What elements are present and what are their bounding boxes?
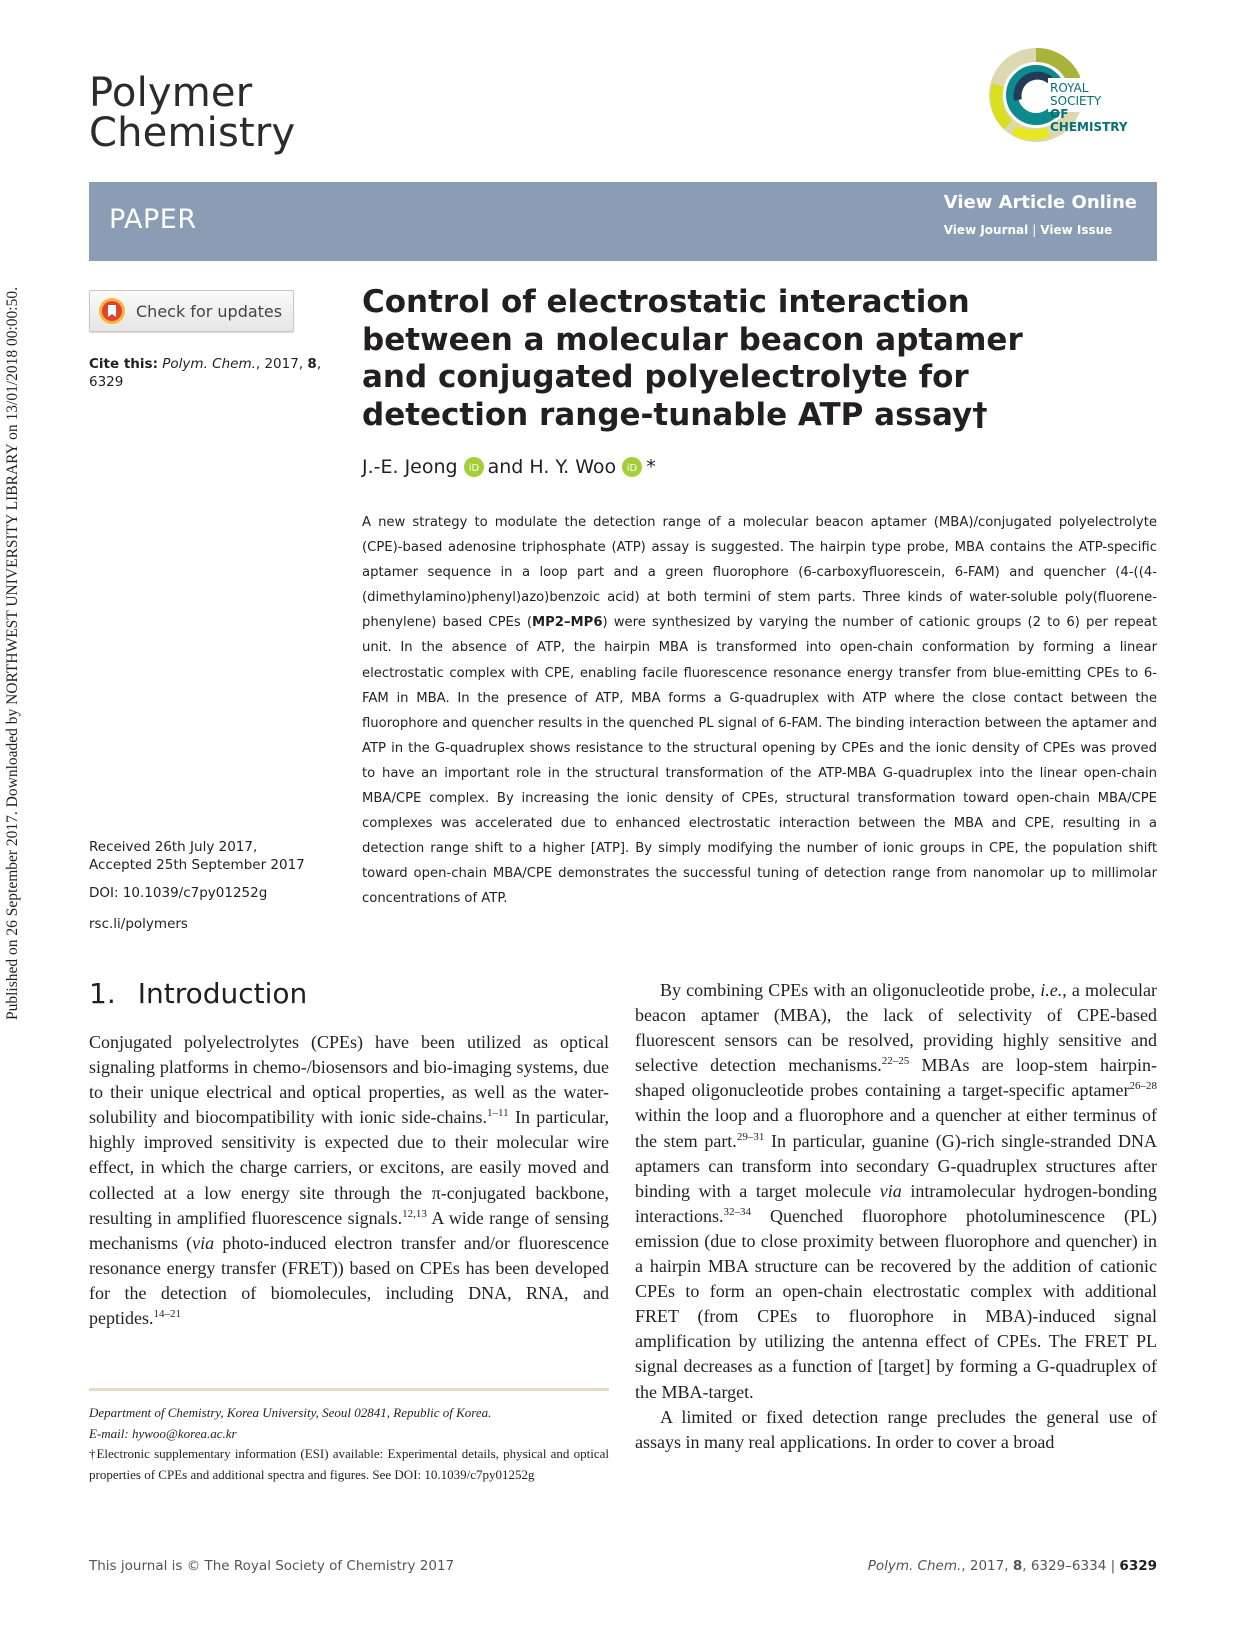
citation-info — [89, 355, 329, 391]
citation-ref[interactable]: 29–31 — [736, 1130, 765, 1143]
text: intramolecular hydrogen-bonding interactions. — [635, 1180, 1157, 1226]
footer-year: , 2017, — [961, 1558, 1013, 1574]
text: i.e. — [1040, 980, 1063, 1000]
affiliation-note: Department of Chemistry, Korea University, Seoul 02841, Republic of Korea. — [89, 1405, 492, 1420]
intro-paragraph-left — [89, 1030, 609, 1331]
text: within the loop and a fluorophore and a quencher at either terminus of the stem part. — [635, 1105, 1157, 1151]
cite-year: , 2017, — [255, 356, 304, 372]
footer-volume: 8 — [1012, 1558, 1023, 1574]
citation-ref[interactable]: 22–25 — [881, 1055, 910, 1068]
intro-column-right — [635, 978, 1157, 1455]
check-updates-label: Check for updates — [136, 301, 283, 321]
rsc-logo-text-line2: OF CHEMISTRY — [1050, 107, 1128, 134]
text: photo-induced electron transfer and/or fluorescence resonance energy transfer (FRET)) based on CPEs has been developed for the detection of biomolecules, including DNA, RNA, and peptides. — [89, 1232, 609, 1329]
text: In particular, highly improved sensitivity is expected due to their molecular wire effect, in which the charge carriers, or excitons, are easily moved and collected at a low energy site through the π-conjugated backbone, resulting in amplified fluorescence signals. — [89, 1107, 610, 1228]
text: Quenched fluorophore photoluminescence (PL) emission (due to close proximity between fluorophore and quencher) in a hairpin MBA structure can be recovered by the addition of cationic CPEs to form an open-chain electrostatic complex with additional FRET (from CPEs to fluorophore in MBA)-induced signal amplification by utilizing the antenna effect of CPEs. The FRET PL signal decreases as a function of [target] by forming a G-quadruplex of the MBA-target. — [635, 1205, 1157, 1402]
article-dates — [89, 838, 329, 874]
orcid-icon[interactable] — [464, 457, 484, 477]
corresponding-author-mark: * — [646, 456, 656, 478]
footer-separator: | — [1106, 1558, 1120, 1574]
email-note: E-mail: hywoo@korea.ac.kr — [89, 1425, 237, 1441]
orcid-icon[interactable] — [622, 457, 642, 477]
cite-pages: , 6329 — [89, 356, 322, 390]
section-title: Introduction — [137, 977, 308, 1010]
footnote-divider — [89, 1388, 609, 1391]
check-updates-icon — [98, 297, 126, 325]
svg-text:iD: iD — [468, 463, 479, 474]
text: via — [192, 1232, 215, 1253]
text: MBAs are loop-stem hairpin-shaped oligonucleotide probes containing a target-specific aptamer — [635, 1055, 1157, 1101]
article-title: Control of electrostatic interaction between a molecular beacon aptamer and conjugated polyelectrolyte for detection range-tunable ATP assay† — [362, 284, 1023, 433]
publication-stamp: Published on 26 September 2017. Downloaded by NORTHWEST UNIVERSITY LIBRARY on 13/01/2018 00:00:50. — [4, 287, 21, 1020]
banner-links — [944, 192, 1137, 238]
abstract — [362, 510, 1157, 912]
check-for-updates-button[interactable] — [89, 290, 294, 332]
rsc-logo — [988, 40, 1128, 150]
abstract-text-1: A new strategy to modulate the detection range of a molecular beacon aptamer (MBA)/conjugated polyelectrolyte (CPE)-based adenosine triphosphate (ATP) assay is suggested. The hairpin type probe, MBA contains the ATP-specific aptamer sequence in a loop part and a green fluorophore (6-carboxyfluorescein, 6-FAM) and quencher (4-((4-(dimethylamino)phenyl)azo)benzoic acid) at both termini of stem parts. Three kinds of water-soluble poly(fluorene-phenylene) based CPEs ( — [362, 515, 1157, 631]
intro-paragraph-right-2: A limited or fixed detection range precludes the general use of assays in many real applications. In order to cover a broad — [635, 1406, 1157, 1452]
text: Conjugated polyelectrolytes (CPEs) have been utilized as optical signaling platforms in chemo-/biosensors and bio-imaging systems, due to their unique electrical and optical properties, as well as the water-solubility and biocompatibility with ionic side-chains. — [89, 1032, 609, 1128]
cite-journal: Polym. Chem. — [162, 356, 256, 372]
esi-note: †Electronic supplementary information (ESI) available: Experimental details, physical and optical properties of CPEs and additional spectra and figures. See DOI: 10.1039/c7py01252g — [89, 1446, 609, 1482]
footer-copyright: This journal is © The Royal Society of Chemistry 2017 — [89, 1558, 455, 1574]
view-issue-link[interactable]: View Issue — [1040, 223, 1113, 237]
article-type-label: PAPER — [109, 204, 197, 235]
rsc-logo-text-line1: ROYAL SOCIETY — [1050, 81, 1102, 108]
author-list — [362, 456, 656, 478]
citation-ref[interactable]: 14–21 — [153, 1308, 181, 1321]
article-type-banner — [89, 182, 1157, 261]
footer-journal: Polym. Chem. — [867, 1558, 962, 1574]
doi: DOI: 10.1039/c7py01252g — [89, 885, 268, 901]
text: , a molecular beacon aptamer (MBA), the lack of selectivity of CPE-based fluorescent sensors can be resolved, providing highly sensitive and selective detection mechanisms. — [635, 980, 1157, 1076]
text: via — [879, 1180, 902, 1201]
abstract-polymer-range: MP2–MP6 — [531, 615, 603, 631]
journal-title-line1: Polymer — [89, 70, 253, 116]
cite-volume: 8 — [307, 356, 317, 372]
cite-prefix: Cite this: — [89, 356, 158, 372]
intro-paragraph-right-1 — [635, 978, 1157, 1405]
citation-ref[interactable]: 26–28 — [1129, 1080, 1157, 1093]
section-heading-introduction — [89, 977, 307, 1010]
journal-title — [89, 70, 296, 156]
citation-ref[interactable]: 12,13 — [402, 1207, 427, 1220]
svg-text:iD: iD — [626, 463, 638, 474]
banner-separator: | — [1032, 223, 1037, 237]
view-article-online-link[interactable]: View Article Online — [943, 192, 1137, 213]
view-journal-link[interactable]: View Journal — [943, 223, 1029, 237]
abstract-text-2: ) were synthesized by varying the number of cationic groups (2 to 6) per repeat unit. In the absence of ATP, the hairpin MBA is transformed into open-chain conformation by forming a linear electrostatic complex with CPE, enabling facile fluorescence resonance energy transfer from blue-emitting CPEs to 6-FAM in MBA. In the presence of ATP, MBA forms a G-quadruplex with ATP where the close contact between the fluorophore and quencher results in the quenched PL signal of 6-FAM. The binding interaction between the aptamer and ATP in the G-quadruplex shows resistance to the structural opening by CPEs and the ionic density of CPEs was proved to have an important role in the structural transformation of the ATP-MBA G-quadruplex into the linear open-chain MBA/CPE complex. By increasing the ionic density of CPEs, structural transformation toward open-chain MBA/CPE complexes was accelerated due to enhanced electrostatic interaction between the MBA and CPE, resulting in a detection range shift to a higher [ATP]. By simply modifying the number of ionic groups in CPE, the population shift toward open-chain MBA/CPE demonstrates the successful tuning of detection range from nanomolar up to millimolar concentrations of ATP. — [362, 615, 1157, 907]
received-date: Received 26th July 2017, — [89, 839, 258, 855]
text: In particular, guanine (G)-rich single-stranded DNA aptamers can transform into secondary G-quadruplex structures after binding with a target molecule — [635, 1130, 1157, 1201]
text: A wide range of sensing mechanisms ( — [89, 1207, 610, 1253]
footnotes — [89, 1403, 609, 1485]
text: By combining CPEs with an oligonucleotide probe, — [660, 980, 1041, 1000]
citation-ref[interactable]: 1–11 — [487, 1107, 509, 1120]
journal-short-link[interactable]: rsc.li/polymers — [89, 916, 188, 932]
page-number: 6329 — [1119, 1558, 1157, 1574]
footer-pages: , 6329–6334 — [1022, 1558, 1107, 1574]
citation-ref[interactable]: 32–34 — [723, 1205, 751, 1218]
accepted-date: Accepted 25th September 2017 — [89, 857, 305, 873]
journal-title-line2: Chemistry — [89, 110, 296, 156]
rsc-logo-text — [1050, 82, 1128, 134]
author-woo: and H. Y. Woo — [487, 456, 617, 478]
footer-citation — [868, 1558, 1157, 1574]
author-jeong: J.-E. Jeong — [362, 456, 458, 478]
section-number: 1. — [89, 977, 116, 1010]
